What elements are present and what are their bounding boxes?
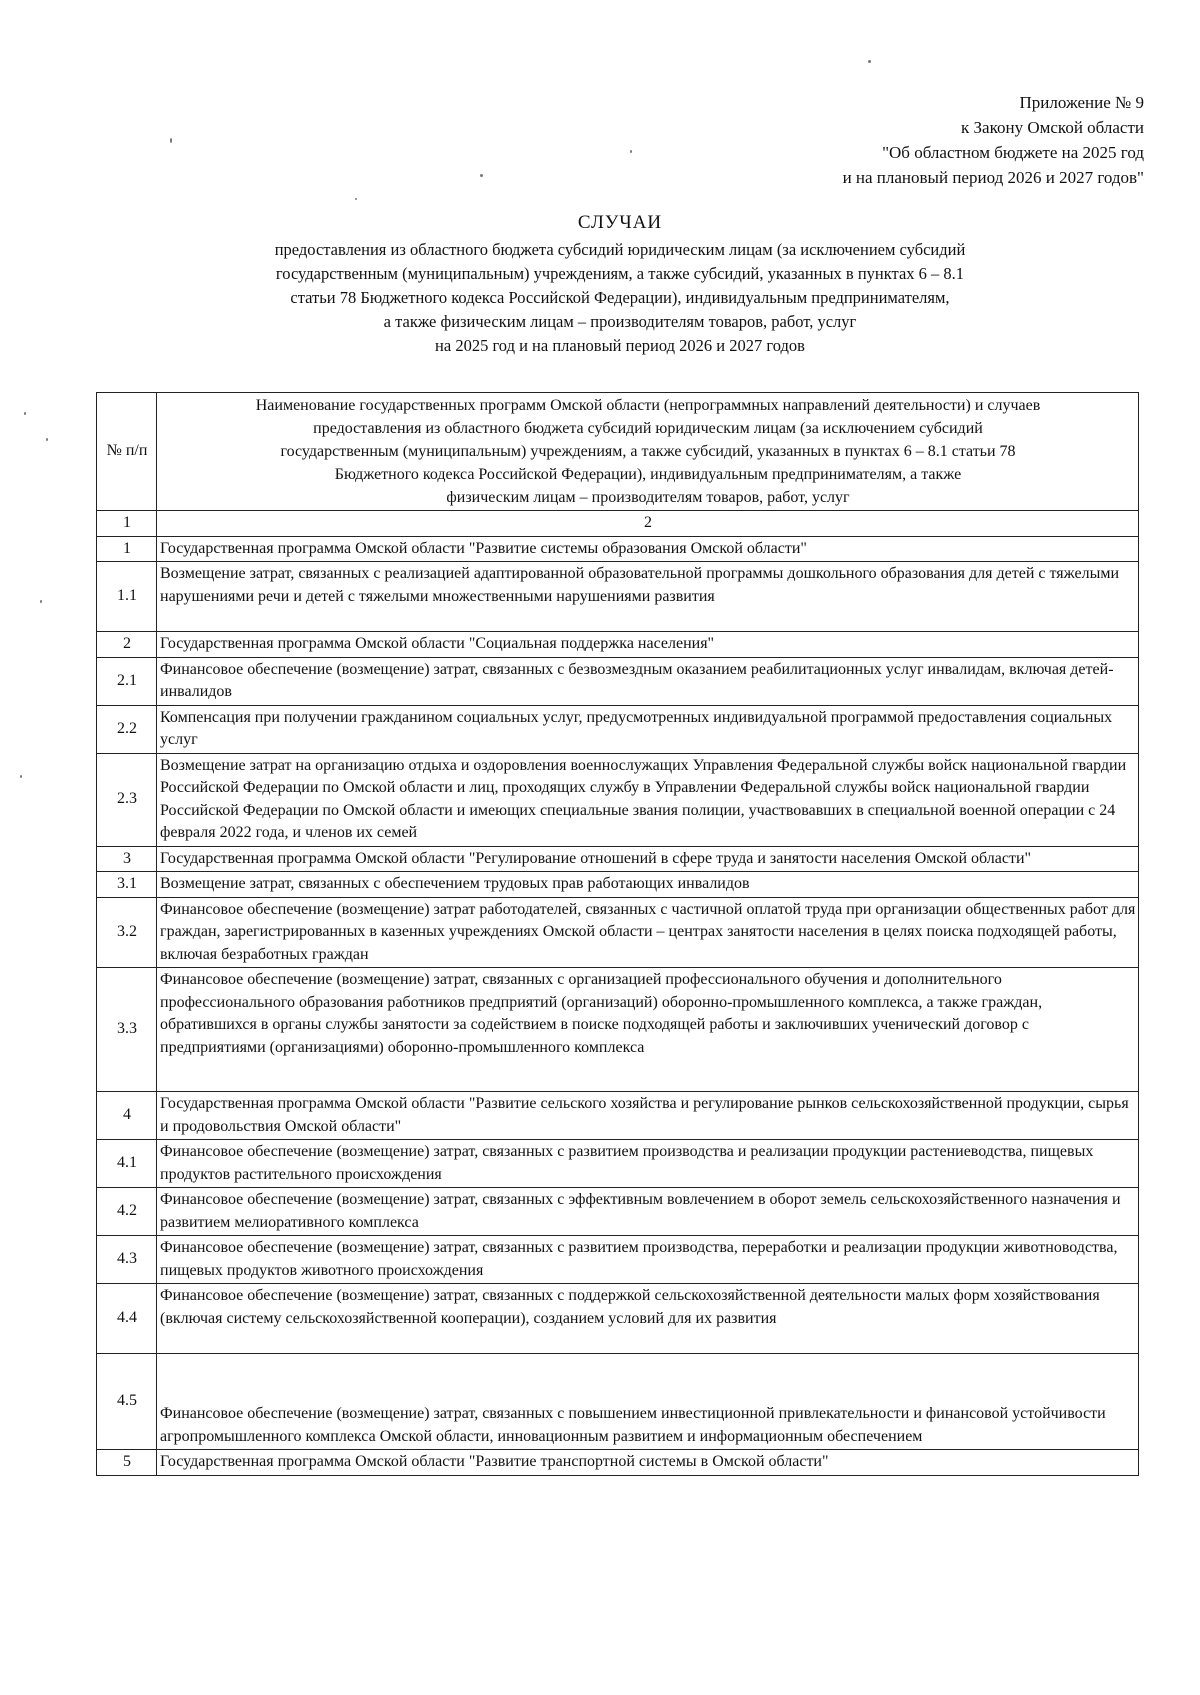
row-number: 3.1: [97, 872, 157, 898]
row-text: Возмещение затрат, связанных с реализацией адаптированной образовательной программы дошкольного образования для детей с тяжелыми нарушениями речи и детей с тяжелыми множественными нарушениями развития: [157, 562, 1139, 632]
row-text: Компенсация при получении гражданином социальных услуг, предусмотренных индивидуальной программой предоставления социальных услуг: [157, 705, 1139, 753]
row-text: Финансовое обеспечение (возмещение) затрат, связанных с организацией профессионального обучения и дополнительного профессионального образования работников предприятий (организаций) оборонно-промышленного комплекса, а также граждан, обратившихся в органы службы занятости за содействием в поиске подходящей работы и заключивших ученический договор с предприятиями (организациями) оборонно-промышленного комплекса: [157, 968, 1139, 1092]
row-number: 2.3: [97, 753, 157, 846]
row-number: 1: [97, 536, 157, 562]
table-row: [97, 897, 1139, 968]
table-row: [97, 705, 1139, 753]
subtitle-line: статьи 78 Бюджетного кодекса Российской Федерации), индивидуальным предпринимателям,: [290, 288, 950, 307]
row-number: 2.1: [97, 657, 157, 705]
appendix-line: Приложение № 9: [1019, 93, 1144, 112]
appendix-line: и на плановый период 2026 и 2027 годов": [842, 168, 1144, 187]
row-text: Государственная программа Омской области "Развитие сельского хозяйства и регулирование рынков сельскохозяйственной продукции, сырья и продовольствия Омской области": [157, 1092, 1139, 1140]
row-number: 4.4: [97, 1284, 157, 1354]
header-name-line: Наименование государственных программ Омской области (непрограммных направлений деятельности) и случаев: [255, 397, 1041, 414]
document-subtitle: [160, 238, 1080, 358]
scan-speck: [630, 150, 632, 153]
table-row: [97, 632, 1139, 658]
row-number: 3.2: [97, 897, 157, 968]
table-row: [97, 968, 1139, 1092]
subtitle-line: государственным (муниципальным) учреждениям, а также субсидий, указанных в пунктах 6 – 8.1: [275, 264, 965, 283]
table-row: [97, 1236, 1139, 1284]
row-number: 4: [97, 1092, 157, 1140]
row-text: Финансовое обеспечение (возмещение) затрат, связанных с развитием производства и реализации продукции растениеводства, пищевых продуктов растительного происхождения: [157, 1140, 1139, 1188]
header-name-cell: [157, 393, 1139, 511]
column-number-cell: 2: [157, 511, 1139, 537]
row-text: Финансовое обеспечение (возмещение) затрат, связанных с безвозмездным оказанием реабилитационных услуг инвалидам, включая детей-инвалидов: [157, 657, 1139, 705]
row-text: Государственная программа Омской области "Регулирование отношений в сфере труда и занятости населения Омской области": [157, 846, 1139, 872]
row-text: Финансовое обеспечение (возмещение) затрат работодателей, связанных с частичной оплатой труда при организации общественных работ для граждан, зарегистрированных в казенных учреждениях Омской области – центрах занятости населения в целях поиска подходящей работы, включая безработных граждан: [157, 897, 1139, 968]
document-title: СЛУЧАИ: [577, 212, 663, 233]
appendix-line: "Об областном бюджете на 2025 год: [882, 143, 1144, 162]
row-text: Финансовое обеспечение (возмещение) затрат, связанных с поддержкой сельскохозяйственной деятельности малых форм хозяйствования (включая систему сельскохозяйственной кооперации), созданием условий для их развития: [157, 1284, 1139, 1354]
row-number: 4.5: [97, 1354, 157, 1450]
table-row: [97, 562, 1139, 632]
scan-speck: [46, 438, 48, 441]
table-row: [97, 536, 1139, 562]
subtitle-line: на 2025 год и на плановый период 2026 и 2027 годов: [435, 336, 805, 355]
appendix-block: [843, 90, 1144, 190]
header-name-line: Бюджетного кодекса Российской Федерации), индивидуальным предпринимателям, а также: [334, 466, 962, 483]
row-number: 2: [97, 632, 157, 658]
table-header-row: [97, 393, 1139, 511]
header-name-line: предоставления из областного бюджета субсидий юридическим лицам (за исключением субсидий: [313, 420, 983, 437]
row-text: Финансовое обеспечение (возмещение) затрат, связанных с эффективным вовлечением в оборот земель сельскохозяйственного назначения и развитием мелиоративного комплекса: [157, 1188, 1139, 1236]
table-row: [97, 657, 1139, 705]
row-text: Финансовое обеспечение (возмещение) затрат, связанных с повышением инвестиционной привлекательности и финансовой устойчивости агропромышленного комплекса Омской области, инновационным развитием и информационным обеспечением: [157, 1354, 1139, 1450]
row-text: Возмещение затрат на организацию отдыха и оздоровления военнослужащих Управления Федеральной службы войск национальной гвардии Российской Федерации по Омской области и лиц, проходящих службу в Управлении Федеральной службы войск национальной гвардии Российской Федерации по Омской области и имеющих специальные звания полиции, участвовавших в специальной военной операции с 24 февраля 2022 года, и членов их семей: [157, 753, 1139, 846]
appendix-line: к Закону Омской области: [961, 118, 1144, 137]
header-name-line: государственным (муниципальным) учреждениям, а также субсидий, указанных в пунктах 6 – 8.1 статьи 78: [280, 443, 1016, 460]
table-row: [97, 1354, 1139, 1450]
row-number: 2.2: [97, 705, 157, 753]
row-number: 4.2: [97, 1188, 157, 1236]
table-row: [97, 846, 1139, 872]
subsidy-cases-table: [96, 392, 1139, 1476]
table-row: [97, 872, 1139, 898]
row-number: 3: [97, 846, 157, 872]
header-number-cell: № п/п: [97, 393, 157, 511]
subtitle-line: а также физическим лицам – производителям товаров, работ, услуг: [383, 312, 857, 331]
table-row: [97, 1140, 1139, 1188]
table-row: [97, 1284, 1139, 1354]
row-number: 4.1: [97, 1140, 157, 1188]
scan-speck: [40, 600, 42, 603]
header-name-line: физическим лицам – производителям товаров, работ, услуг: [446, 489, 850, 506]
scan-speck: [480, 174, 483, 177]
scan-speck: [24, 412, 26, 415]
row-number: 1.1: [97, 562, 157, 632]
row-number: 5: [97, 1450, 157, 1476]
row-text: Государственная программа Омской области "Социальная поддержка населения": [157, 632, 1139, 658]
scan-speck: [868, 60, 871, 63]
row-text: Возмещение затрат, связанных с обеспечением трудовых прав работающих инвалидов: [157, 872, 1139, 898]
subtitle-line: предоставления из областного бюджета субсидий юридическим лицам (за исключением субсидий: [274, 240, 966, 259]
row-text: Государственная программа Омской области "Развитие транспортной системы в Омской области": [157, 1450, 1139, 1476]
row-text: Финансовое обеспечение (возмещение) затрат, связанных с развитием производства, переработки и реализации продукции животноводства, пищевых продуктов животного происхождения: [157, 1236, 1139, 1284]
row-text: Государственная программа Омской области "Развитие системы образования Омской области": [157, 536, 1139, 562]
row-number: 4.3: [97, 1236, 157, 1284]
scan-speck: [355, 198, 357, 200]
column-number-cell: 1: [97, 511, 157, 537]
scan-speck: [20, 775, 22, 778]
row-number: 3.3: [97, 968, 157, 1092]
table-row: [97, 1188, 1139, 1236]
table-row: [97, 1450, 1139, 1476]
scan-speck: [170, 138, 172, 143]
table-row: [97, 753, 1139, 846]
table-row: [97, 1092, 1139, 1140]
column-number-row: [97, 511, 1139, 537]
